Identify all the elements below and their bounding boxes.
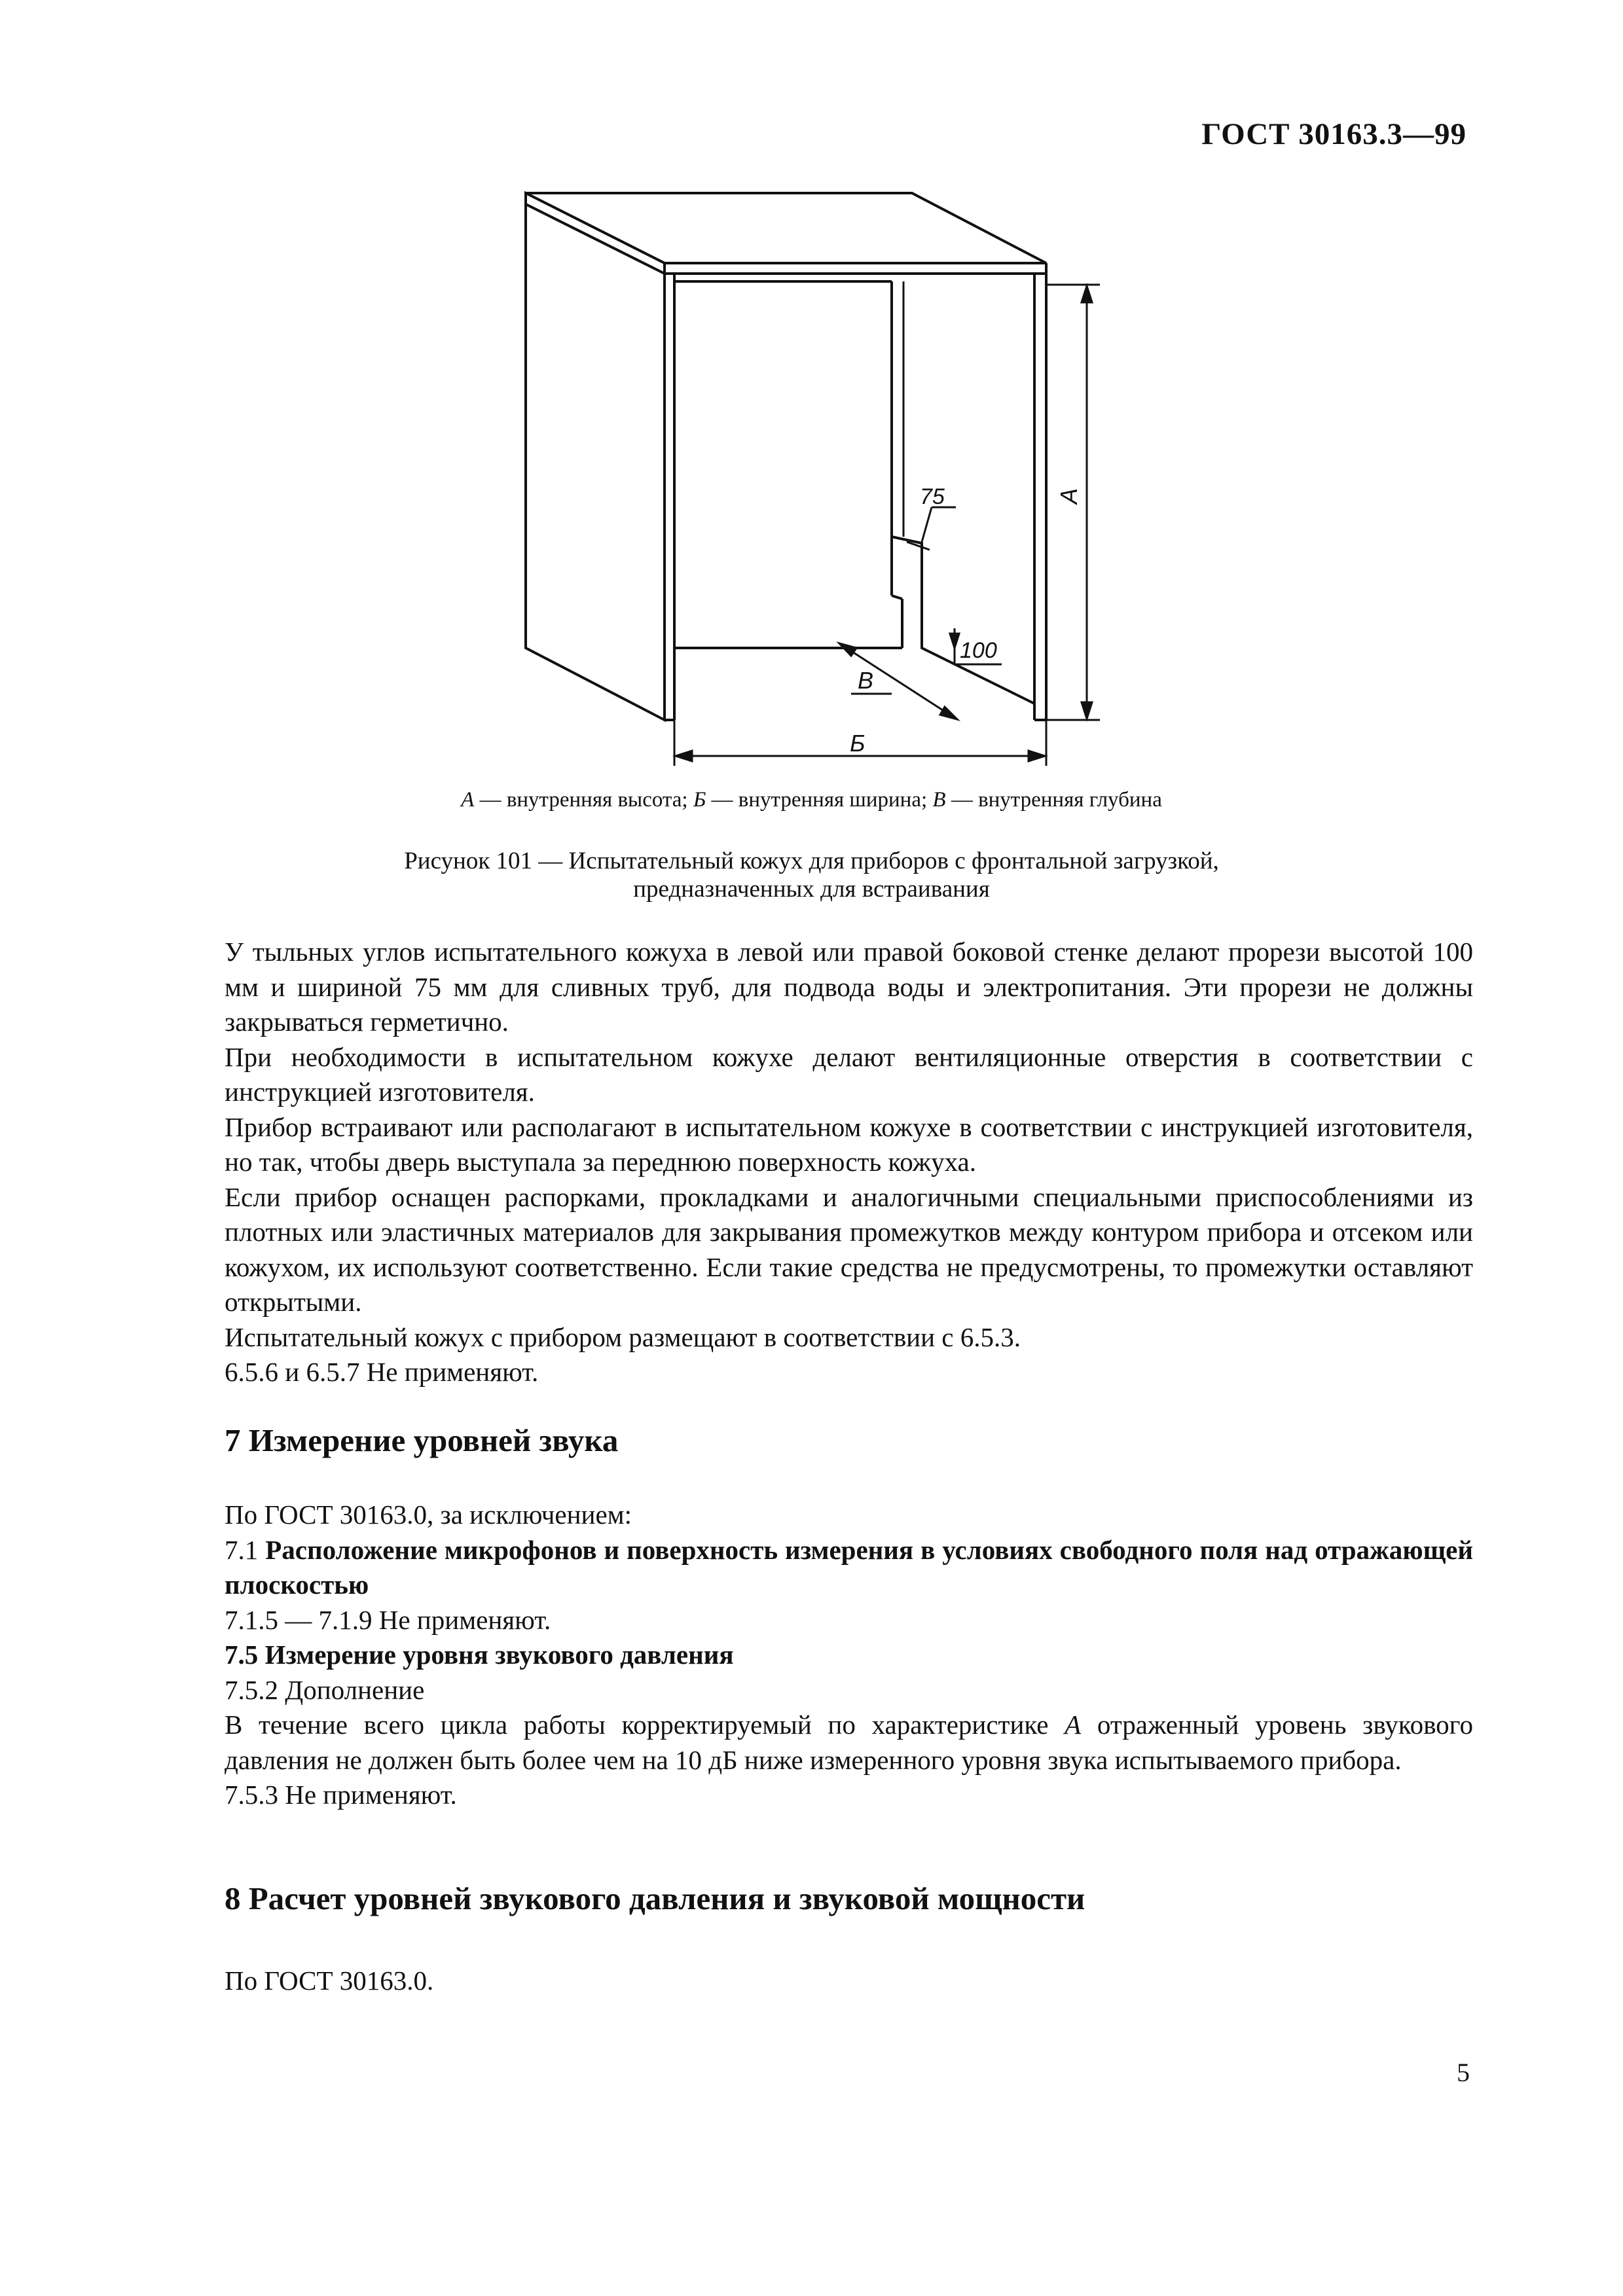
dim-100-label: 100 xyxy=(960,638,997,663)
paragraph: По ГОСТ 30163.0, за исключением: xyxy=(225,1499,632,1530)
section-7-heading: 7 Измерение уровней звука xyxy=(225,1422,619,1458)
dim-b-label: Б xyxy=(850,730,866,757)
paragraph: Прибор встраивают или располагают в испытательном кожухе в соответствии с инструкцией изготовителя, но так, чтобы дверь выступала за переднюю поверхность кожуха. xyxy=(225,1111,1473,1177)
figure-caption: Рисунок 101 — Испытательный кожух для приборов с фронтальной загрузкой, предназначенных для встраивания xyxy=(404,848,1219,903)
dim-a-label: А xyxy=(1055,488,1082,504)
document-header: ГОСТ 30163.3—99 xyxy=(1201,117,1467,151)
enclosure-left-wall xyxy=(526,204,665,720)
paragraph: При необходимости в испытательном кожухе делают вентиляционные отверстия в соответствии с инструкцией изготовителя. xyxy=(225,1041,1473,1107)
paragraph: Если прибор оснащен распорками, прокладками и аналогичными специальными приспособлениями из плотных или эластичных материалов для закрывания промежутков между контуром прибора и отсеком или кожухом, их используют соответственно. Если такие средства не предусмотрены, то промежутки оставляют открытыми. xyxy=(225,1181,1473,1317)
dim-v-label: В xyxy=(858,667,874,694)
paragraph: 6.5.6 и 6.5.7 Не применяют. xyxy=(225,1357,539,1387)
clause-7-5: 7.5 Измерение уровня звукового давления xyxy=(225,1640,734,1670)
paragraph: У тыльных углов испытательного кожуха в левой или правой боковой стенке делают прорези высотой 100 мм и шириной 75 мм для сливных труб, для подвода воды и электропитания. Эти прорези не должны закрываться герметично. xyxy=(225,937,1473,1037)
paragraph: В течение всего цикла работы корректируемый по характеристике А отраженный уровень звукового давления не должен быть более чем на 10 дБ ниже измеренного уровня звука испытываемого прибора. xyxy=(225,1710,1473,1775)
test-enclosure-figure xyxy=(511,183,1139,772)
paragraph: 7.5.3 Не применяют. xyxy=(225,1780,457,1810)
page-number: 5 xyxy=(1457,2058,1470,2087)
dim-75-label: 75 xyxy=(920,484,945,509)
paragraph: 7.1.5 — 7.1.9 Не применяют. xyxy=(225,1604,551,1635)
section-8-body xyxy=(225,1964,1473,1999)
section-8-heading: 8 Расчет уровней звукового давления и звуковой мощности xyxy=(225,1880,1085,1916)
paragraph: По ГОСТ 30163.0. xyxy=(225,1965,434,1996)
clause-7-1: 7.1 Расположение микрофонов и поверхность измерения в условиях свободного поля над отражающей плоскостью xyxy=(225,1534,1473,1600)
paragraph: Испытательный кожух с прибором размещают в соответствии с 6.5.3. xyxy=(225,1321,1021,1352)
body-text-block xyxy=(225,935,1473,1390)
figure-legend: А — внутренняя высота; Б — внутренняя ширина; В — внутренняя глубина xyxy=(461,788,1162,812)
paragraph: 7.5.2 Дополнение xyxy=(225,1674,425,1705)
section-7-body xyxy=(225,1498,1473,1813)
